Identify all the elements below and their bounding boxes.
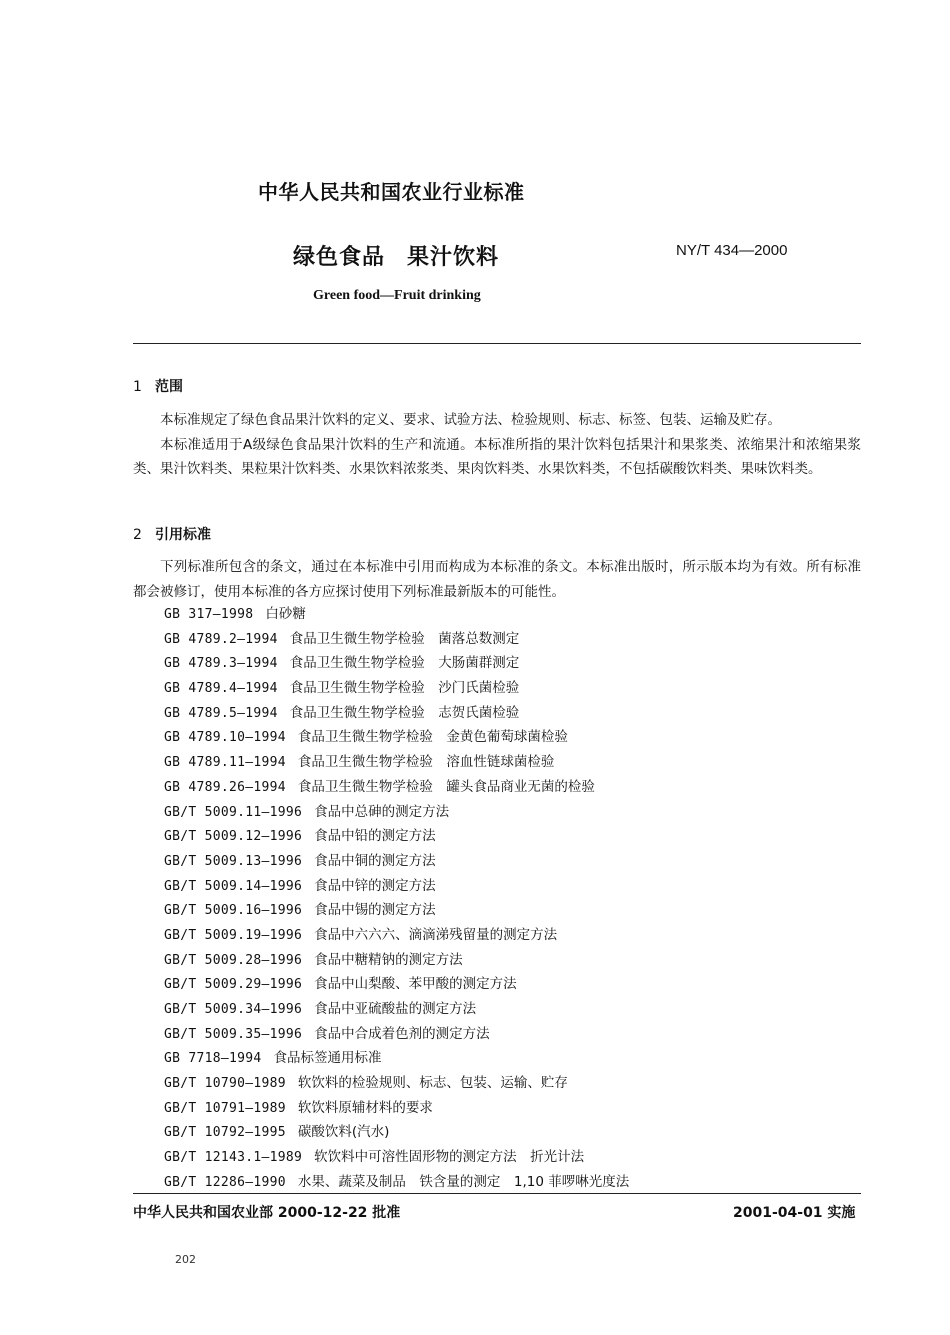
reference-code: GB/T 5009.19—1996 [164,927,303,943]
reference-title: 食品卫生微生物学检验 志贺氏菌检验 [289,704,520,721]
reference-title: 食品卫生微生物学检验 大肠菌群测定 [289,655,520,672]
reference-item [164,750,629,775]
reference-item [164,948,629,973]
reference-title: 食品卫生微生物学检验 罐头食品商业无菌的检验 [297,778,595,795]
reference-title: 食品中六六六、滴滴涕残留量的测定方法 [314,926,558,943]
section-1-paragraph-1: 本标准规定了绿色食品果汁饮料的定义、要求、试验方法、检验规则、标志、标签、包装、运输及贮存。 [160,412,781,428]
reference-title: 食品中亚硫酸盐的测定方法 [314,1001,477,1017]
reference-item [164,849,629,874]
reference-item [164,800,629,825]
implementation-date: 2001-04-01 实施 [733,1205,856,1221]
reference-item [164,1170,629,1195]
reference-code: GB/T 5009.35—1996 [164,1026,303,1042]
reference-item [164,997,629,1022]
footer-divider [133,1193,861,1194]
reference-item [164,1046,629,1071]
reference-code: GB/T 10791—1989 [164,1100,286,1116]
reference-title: 白砂糖 [265,606,306,622]
standard-code: NY/T 434—2000 [676,242,788,259]
reference-code: GB 4789.5—1994 [164,705,278,721]
reference-code: GB/T 12143.1—1989 [164,1150,303,1166]
reference-title: 食品标签通用标准 [273,1050,382,1067]
section-1-title: 范围 [155,379,183,395]
reference-item [164,824,629,849]
reference-title: 食品中糖精钠的测定方法 [314,951,463,968]
reference-code: GB 4789.4—1994 [164,681,278,697]
reference-item [164,1145,629,1170]
reference-list [164,602,629,1195]
section-2-body [133,555,861,604]
reference-item [164,701,629,726]
reference-code: GB/T 5009.11—1996 [164,804,303,820]
section-1-heading [133,376,183,396]
approval-line: 中华人民共和国农业部 2000-12-22 批准 [133,1205,401,1221]
reference-item [164,775,629,800]
document-title [293,240,499,271]
document-title-part2: 果汁饮料 [407,245,500,270]
reference-title: 食品卫生微生物学检验 溶血性链球菌检验 [297,754,555,771]
reference-title: 食品中锡的测定方法 [314,902,436,919]
reference-code: GB 4789.11—1994 [164,755,286,771]
issuing-standard-title: 中华人民共和国农业行业标准 [258,180,525,204]
reference-code: GB 317—1998 [164,607,254,622]
reference-code: GB 4789.2—1994 [164,631,278,647]
reference-item [164,1022,629,1047]
reference-code: GB/T 5009.12—1996 [164,829,303,845]
section-1-body [133,408,861,482]
reference-item [164,874,629,899]
reference-code: GB/T 5009.28—1996 [164,952,303,968]
reference-title: 食品卫生微生物学检验 沙门氏菌检验 [289,680,520,697]
reference-code: GB/T 10790—1989 [164,1076,286,1092]
reference-item [164,1120,629,1145]
reference-item [164,676,629,701]
reference-title: 食品中铅的测定方法 [314,828,436,845]
reference-code: GB 7718—1994 [164,1051,262,1067]
reference-item [164,602,629,627]
header-divider [133,343,861,344]
section-1-paragraph-2: 本标准适用于A级绿色食品果汁饮料的生产和流通。本标准所指的果汁饮料包括果汁和果浆类、浓缩果汁和浓缩果浆类、果汁饮料类、果粒果汁饮料类、水果饮料浓浆类、果肉饮料类、水果饮料类，不包括碳酸饮料类、果味饮料类。 [133,436,861,477]
reference-code: GB/T 5009.16—1996 [164,903,303,919]
reference-code: GB/T 5009.29—1996 [164,977,303,993]
reference-code: GB 4789.26—1994 [164,779,286,795]
reference-item [164,1071,629,1096]
reference-item [164,972,629,997]
section-2-title: 引用标准 [155,527,211,543]
english-title: Green food—Fruit drinking [313,288,481,303]
reference-item [164,651,629,676]
reference-title: 食品中锌的测定方法 [314,877,436,894]
reference-item [164,627,629,652]
reference-title: 软饮料的检验规则、标志、包装、运输、贮存 [297,1075,568,1092]
reference-code: GB/T 12286—1990 [164,1174,286,1190]
reference-item [164,1096,629,1121]
reference-code: GB/T 5009.13—1996 [164,853,303,869]
document-title-part1: 绿色食品 [293,245,386,270]
reference-title: 食品中合成着色剂的测定方法 [314,1025,490,1042]
reference-code: GB/T 5009.14—1996 [164,878,303,894]
reference-code: GB/T 5009.34—1996 [164,1002,303,1017]
reference-code: GB 4789.10—1994 [164,730,286,746]
reference-title: 食品中铜的测定方法 [314,852,436,869]
reference-title: 水果、蔬菜及制品 铁含量的测定 1,10 菲啰啉光度法 [297,1173,630,1190]
reference-title: 食品中山梨酸、苯甲酸的测定方法 [314,976,517,993]
section-1-number: 1 [133,379,142,395]
reference-title: 碳酸饮料(汽水) [297,1124,390,1141]
reference-title: 食品中总砷的测定方法 [314,803,450,820]
reference-title: 食品卫生微生物学检验 金黄色葡萄球菌检验 [297,729,568,746]
reference-title: 软饮料原辅材料的要求 [297,1099,433,1116]
reference-item [164,725,629,750]
reference-code: GB 4789.3—1994 [164,656,278,672]
section-2-intro: 下列标准所包含的条文，通过在本标准中引用而构成为本标准的条文。本标准出版时，所示版本均为有效。所有标准都会被修订，使用本标准的各方应探讨使用下列标准最新版本的可能性。 [133,559,861,600]
reference-item [164,898,629,923]
reference-code: GB/T 10792—1995 [164,1125,286,1141]
page-number: 202 [175,1253,196,1266]
reference-item [164,923,629,948]
section-2-number: 2 [133,527,142,543]
reference-title: 软饮料中可溶性固形物的测定方法 折光计法 [314,1149,585,1166]
reference-title: 食品卫生微生物学检验 菌落总数测定 [289,630,520,647]
section-2-heading [133,524,211,544]
